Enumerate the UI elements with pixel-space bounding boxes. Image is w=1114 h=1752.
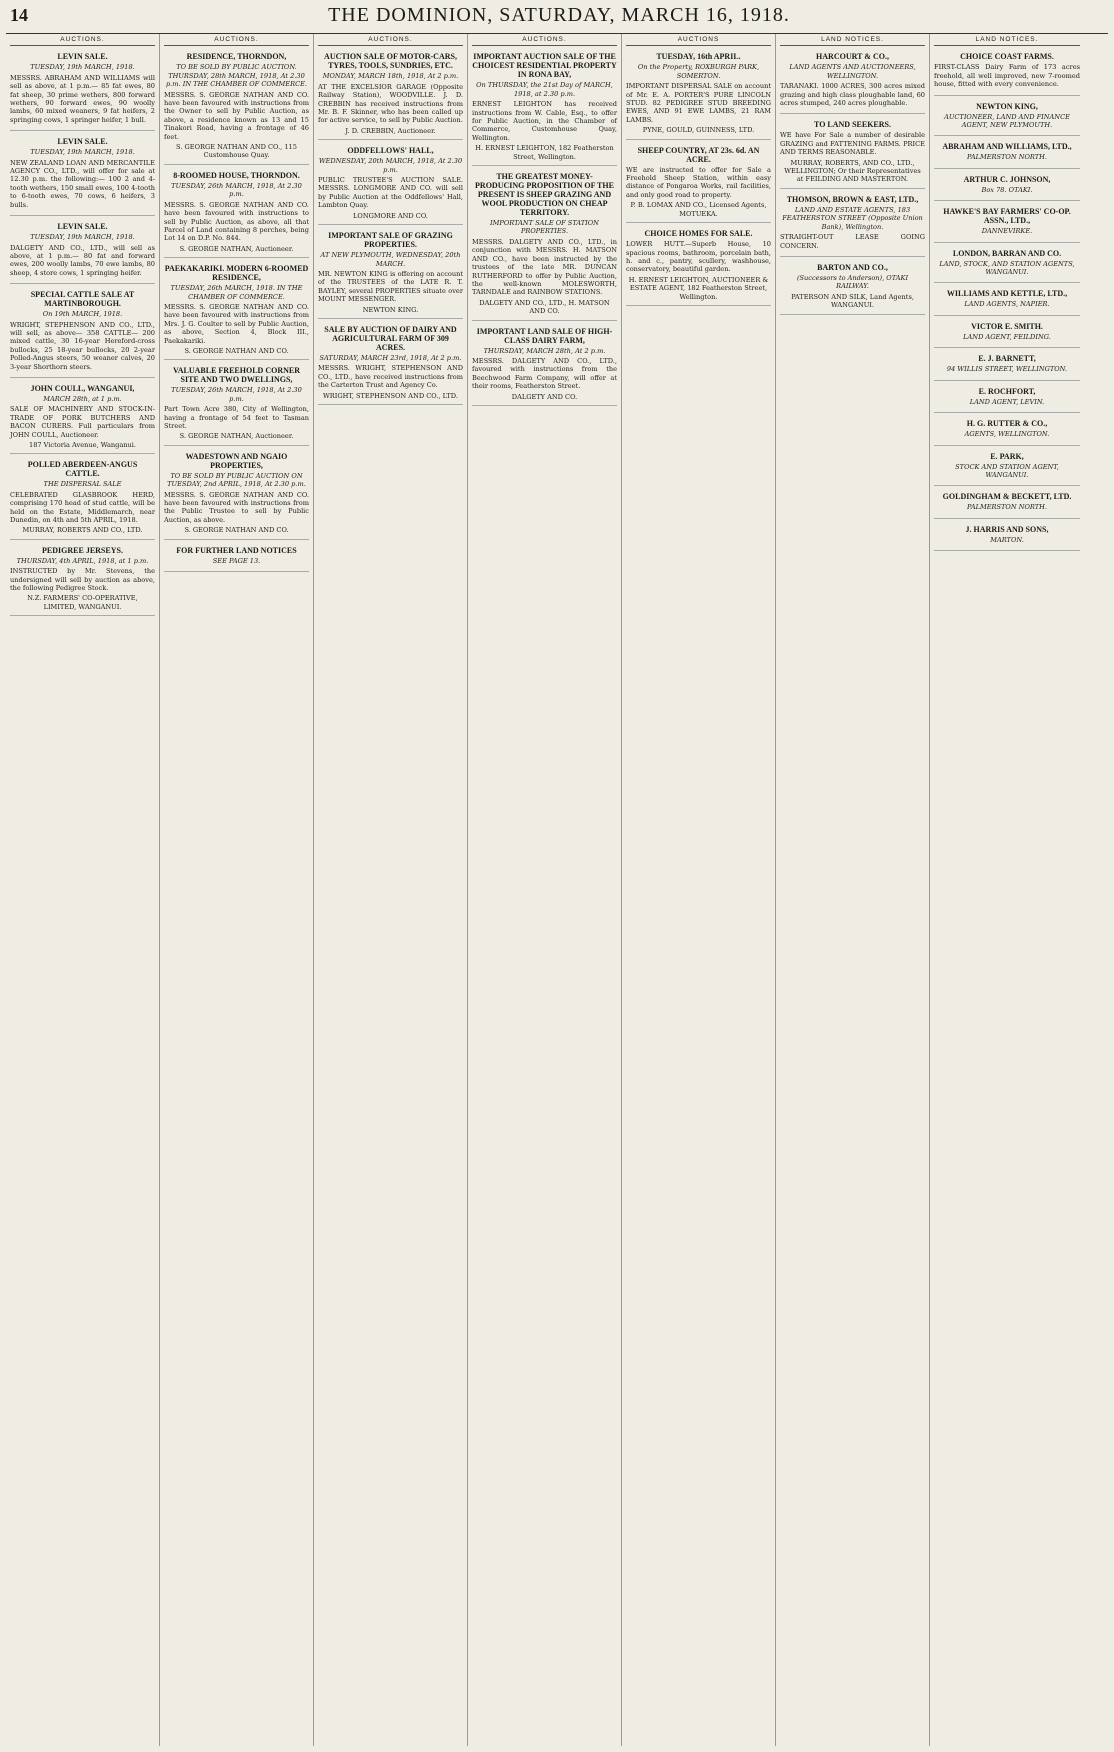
- advertisement: [10, 381, 155, 454]
- ad-body: TARANAKI. 1000 ACRES, 300 acres mixed grazing and high class ploughable land, 60 acres stumped, 240 acres ploughable.: [780, 82, 925, 108]
- ad-heading: JOHN COULL, WANGANUI,: [30, 383, 135, 393]
- ad-signature: DALGETY AND CO.: [511, 392, 578, 401]
- ad-heading: SHEEP COUNTRY, AT 23s. 6d. AN ACRE.: [637, 145, 760, 164]
- ad-subheading: AGENTS, WELLINGTON.: [964, 430, 1050, 439]
- advertisement: [934, 489, 1080, 518]
- ad-subheading: LAND AGENTS AND AUCTIONEERS, WELLINGTON.: [789, 63, 916, 80]
- advertisement: [934, 449, 1080, 487]
- page-title: THE DOMINION, SATURDAY, MARCH 16, 1918.: [328, 4, 790, 26]
- advertisement: [934, 49, 1080, 95]
- advertisement: [10, 457, 155, 539]
- column-header: AUCTIONS.: [318, 36, 463, 46]
- ad-heading: J. HARRIS AND SONS,: [965, 524, 1049, 534]
- advertisement: [318, 322, 463, 405]
- ad-subheading: LAND AGENT, FEILDING.: [963, 332, 1051, 341]
- columns: [6, 34, 1108, 1746]
- advertisement: [626, 143, 771, 223]
- column-1: [6, 34, 160, 1746]
- ad-heading: LEVIN SALE.: [57, 222, 108, 232]
- page-number: 14: [10, 5, 28, 25]
- ad-signature: J. D. CREBBIN, Auctioneer.: [345, 126, 436, 135]
- ad-body: WRIGHT, STEPHENSON AND CO., LTD., will sell, as above— 358 CATTLE— 200 mixed cattle, 30 16-year Hereford-cross bullocks, 25 18-year bullocks, 20 2-year Polled-Angus steers, 50 weaner calves, 20 3-year Shorthorn steers.: [10, 320, 155, 371]
- ad-heading: GOLDINGHAM & BECKETT, LTD.: [942, 492, 1072, 502]
- ad-body: FIRST-CLASS Dairy Farm of 173 acres freehold, all well improved, new 7-roomed house, fitted with every convenience.: [934, 63, 1080, 89]
- advertisement: [934, 416, 1080, 445]
- ad-body: SALE OF MACHINERY AND STOCK-IN-TRADE OF PORK BUTCHERS AND BACON CURERS. Full particulars from JOHN COULL, Auctioneer.: [10, 405, 155, 439]
- ad-signature: S. GEORGE NATHAN, Auctioneer.: [179, 432, 294, 441]
- advertisement: [472, 324, 617, 406]
- ad-signature: PYNE, GOULD, GUINNESS, LTD.: [642, 126, 755, 135]
- ad-signature: H. ERNEST LEIGHTON, 182 Featherston Street, Wellington.: [475, 144, 614, 161]
- ad-body: IMPORTANT DISPERSAL SALE on account of Mr. E. A. PORTER'S PURE LINCOLN STUD. 82 PEDIGREE STUD BREEDING EWES, AND 91 EWE LAMBS, 21 RAM LAMBS.: [626, 82, 771, 124]
- ad-signature: MURRAY, ROBERTS AND CO., LTD.: [22, 526, 143, 535]
- ad-body: MESSRS. S. GEORGE NATHAN AND CO. have been favoured with instructions from Mrs. J. G. Coulter to sell by Public Auction, as above, Section 4, Block III., Paekakariki.: [164, 302, 309, 345]
- ad-subheading: (Successors to Anderson), OTAKI RAILWAY.: [796, 273, 909, 291]
- ad-signature: DALGETY AND CO., LTD., H. MATSON AND CO.: [479, 298, 610, 316]
- ad-heading: IMPORTANT LAND SALE OF HIGH-CLASS DAIRY FARM,: [476, 326, 613, 345]
- advertisement: [10, 219, 155, 284]
- ad-body: MESSRS. S. GEORGE NATHAN AND CO. have been favoured with instructions from the Owner to sell by Public Auction, as above, a residence known as 13 and 15 Tinakori Road, having a frontage of 46 feet.: [164, 90, 309, 141]
- ad-subheading: PALMERSTON NORTH.: [967, 503, 1047, 512]
- ad-signature: H. ERNEST LEIGHTON, AUCTIONEER & ESTATE AGENT, 182 Featherston Street, Wellington.: [628, 275, 769, 301]
- ad-body: MESSRS. WRIGHT, STEPHENSON AND CO., LTD., have received instructions from the Carterton Trust and Agency Co.: [318, 364, 463, 390]
- advertisement: [934, 99, 1080, 137]
- ad-heading: HARCOURT & CO.,: [816, 52, 889, 62]
- ad-signature: N.Z. FARMERS' CO-OPERATIVE, LIMITED, WANGANUI.: [27, 594, 138, 611]
- ad-subheading: On THURSDAY, the 21st Day of MARCH, 1918, at 2.30 p.m.: [476, 81, 613, 98]
- ad-heading: BARTON AND CO.,: [817, 262, 888, 272]
- ad-subheading: STOCK AND STATION AGENT, WANGANUI.: [955, 462, 1059, 479]
- ad-heading: WADESTOWN AND NGAIO PROPERTIES,: [185, 451, 288, 470]
- advertisement: [10, 287, 155, 378]
- advertisement: [934, 286, 1080, 315]
- ad-heading: H. G. RUTTER & CO.,: [966, 419, 1048, 429]
- ad-heading: E. PARK,: [990, 451, 1024, 461]
- ad-subheading: LAND AND ESTATE AGENTS, 183 FEATHERSTON STREET (Opposite Union Bank), Wellington.: [782, 205, 923, 231]
- advertisement: [472, 49, 617, 166]
- ad-heading: IMPORTANT SALE OF GRAZING PROPERTIES.: [328, 231, 453, 250]
- ad-heading: VICTOR E. SMITH.: [971, 321, 1043, 331]
- ad-heading: PAEKAKARIKI. MODERN 6-ROOMED RESIDENCE,: [164, 264, 309, 283]
- advertisement: [164, 543, 309, 572]
- advertisement: [164, 49, 309, 164]
- ad-signature: PATERSON AND SILK, Land Agents, WANGANUI.: [791, 292, 914, 310]
- ad-subheading: LAND AGENT, LEVIN.: [969, 397, 1045, 406]
- advertisement: [934, 246, 1080, 284]
- column-header: AUCTIONS.: [164, 36, 309, 46]
- ad-heading: VALUABLE FREEHOLD CORNER SITE AND TWO DWELLINGS,: [173, 366, 300, 385]
- ad-body: DALGETY AND CO., LTD., will sell as above, at 1 p.m.— 80 fat and forward ewes, 200 woolly lambs, 70 ewe lambs, 80 sheep, 4 store cows, 1 springing heifer.: [10, 243, 155, 277]
- advertisement: [10, 543, 155, 616]
- ad-heading: ODDFELLOWS' HALL,: [347, 146, 434, 156]
- column-6: [776, 34, 930, 1746]
- ad-subheading: SEE PAGE 13.: [212, 556, 261, 565]
- ad-subheading: TO BE SOLD BY PUBLIC AUCTION. THURSDAY, 28th MARCH, 1918, At 2.30 p.m. IN THE CHAMBER OF COMMERCE.: [165, 63, 308, 89]
- column-header: LAND NOTICES.: [934, 36, 1080, 46]
- ad-signature: S. GEORGE NATHAN AND CO.: [184, 526, 289, 535]
- ad-subheading: THURSDAY, MARCH 28th, At 2 p.m.: [483, 346, 606, 355]
- advertisement: [780, 49, 925, 114]
- ad-body: MESSRS. DALGETY AND CO., LTD., in conjunction with MESSRS. H. MATSON AND CO., have been instructed by the trustees of the late MR. DUNCAN RUTHERFORD to offer by Public Auction, the well-known MOLESWORTH, TARNDALE and RAINBOW STATIONS.: [472, 237, 617, 297]
- ad-subheading: TUESDAY, 19th MARCH, 1918.: [30, 233, 135, 242]
- advertisement: [780, 260, 925, 315]
- ad-body: LOWER HUTT.—Superb House, 10 spacious rooms, bathroom, porcelain bath, h. and c., pantry, scullery, washhouse, conservatory, beautiful garden.: [626, 240, 771, 274]
- advertisement: [318, 143, 463, 225]
- ad-subheading: On 19th MARCH, 1918.: [42, 310, 123, 319]
- advertisement: [934, 139, 1080, 168]
- advertisement: [472, 169, 617, 320]
- ad-subheading: AT NEW PLYMOUTH, WEDNESDAY, 20th MARCH.: [320, 251, 461, 268]
- ad-signature: S. GEORGE NATHAN AND CO., 115 Customhouse Quay.: [176, 143, 297, 160]
- ad-subheading: THURSDAY, 4th APRIL, 1918, at 1 p.m.: [16, 556, 149, 565]
- ad-body: WE are instructed to offer for Sale a Freehold Sheep Station, within easy distance of Pongaroa Works, rail facilities, and only good road to property.: [626, 165, 771, 199]
- column-header: AUCTIONS: [626, 36, 771, 46]
- advertisement: [934, 522, 1080, 551]
- column-4: [468, 34, 622, 1746]
- ad-heading: E. ROCHFORT,: [978, 386, 1036, 396]
- advertisement: [10, 134, 155, 216]
- ad-heading: TUESDAY, 16th APRIL.: [656, 52, 741, 62]
- ad-subheading: TUESDAY, 26th MARCH, 1918. IN THE CHAMBER OF COMMERCE.: [170, 284, 303, 301]
- advertisement: [164, 168, 309, 258]
- advertisement: [934, 172, 1080, 201]
- ad-body: INSTRUCTED by Mr. Stevens, the undersigned will sell by auction as above, the following Pedigree Stock.: [10, 567, 155, 593]
- advertisement: [934, 351, 1080, 380]
- column-5: [622, 34, 776, 1746]
- ad-heading: SALE BY AUCTION OF DAIRY AND AGRICULTURAL FARM OF 309 ACRES.: [324, 324, 457, 352]
- ad-signature: LONGMORE AND CO.: [353, 211, 428, 220]
- ad-heading: IMPORTANT AUCTION SALE OF THE CHOICEST RESIDENTIAL PROPERTY IN RONA BAY,: [472, 52, 617, 80]
- ad-body: MESSRS. S. GEORGE NATHAN AND CO. have been favoured with instructions from the Public Trustee to sell by Public Auction, as above.: [164, 490, 309, 524]
- ad-body: NEW ZEALAND LOAN AND MERCANTILE AGENCY CO., LTD., will offer for sale at 12.30 p.m. the following:— 100 2 and 4-tooth wethers, 150 small ewes, 100 4-tooth to 6-tooth ewes, 70 cows, 6 heifers, 3 bulls.: [10, 158, 155, 209]
- advertisement: [934, 319, 1080, 348]
- advertisement: [934, 204, 1080, 242]
- ad-subheading: On the Property, ROXBURGH PARK, SOMERTON.: [637, 63, 760, 80]
- ad-heading: NEWTON KING,: [976, 101, 1038, 111]
- advertisement: [780, 192, 925, 257]
- ad-subheading: LAND, STOCK, AND STATION AGENTS, WANGANUI.: [939, 259, 1075, 277]
- advertisement: [10, 49, 155, 131]
- column-2: [160, 34, 314, 1746]
- ad-body: CELEBRATED GLASBROOK HERD, comprising 170 head of stud cattle, will be held on the Estate, Middlemarch, near Dunedin, on 4th and 5th APRIL, 1918.: [10, 490, 155, 525]
- ad-signature: P. B. LOMAX AND CO., Licensed Agents, MOTUEKA.: [630, 201, 767, 218]
- ad-heading: E. J. BARNETT,: [978, 354, 1036, 364]
- ad-heading: PEDIGREE JERSEYS.: [42, 545, 123, 555]
- ad-body: ERNEST LEIGHTON has received instructions from W. Cable, Esq., to offer for Public Auction, in the Chamber of Commerce, Customhouse Quay, Wellington.: [472, 100, 617, 142]
- ad-signature: WRIGHT, STEPHENSON AND CO., LTD.: [323, 391, 458, 400]
- advertisement: [318, 49, 463, 140]
- ad-subheading: TUESDAY, 26th MARCH, 1918, At 2.30 p.m.: [171, 181, 302, 199]
- ad-subheading: Box 78. OTAKI.: [981, 185, 1033, 194]
- ad-subheading: IMPORTANT SALE OF STATION PROPERTIES.: [490, 219, 599, 236]
- ad-body: STRAIGHT-OUT LEASE GOING CONCERN.: [780, 233, 925, 250]
- column-header: AUCTIONS.: [10, 36, 155, 46]
- ad-heading: TO LAND SEEKERS.: [814, 120, 891, 130]
- ad-heading: LEVIN SALE.: [57, 137, 108, 147]
- ad-subheading: WEDNESDAY, 20th MARCH, 1918, At 2.30 p.m.: [318, 157, 463, 174]
- advertisement: [164, 449, 309, 540]
- ad-body: PUBLIC TRUSTEE'S AUCTION SALE. MESSRS. LONGMORE AND CO. will sell by Public Auction at the Oddfellows' Hall, Lambton Quay.: [318, 176, 463, 210]
- ad-heading: ABRAHAM AND WILLIAMS, LTD.,: [942, 142, 1072, 152]
- ad-heading: 8-ROOMED HOUSE, THORNDON.: [173, 170, 300, 180]
- ad-heading: CHOICE COAST FARMS.: [960, 52, 1054, 62]
- ad-subheading: TUESDAY, 26th MARCH, 1918, At 2.30 p.m.: [171, 386, 302, 403]
- ad-heading: WILLIAMS AND KETTLE, LTD.,: [946, 289, 1068, 299]
- masthead: [6, 4, 1108, 34]
- ad-subheading: TUESDAY, 19th MARCH, 1918.: [30, 148, 135, 157]
- ad-heading: FOR FURTHER LAND NOTICES: [176, 545, 297, 555]
- ad-heading: HAWKE'S BAY FARMERS' CO-OP. ASSN., LTD.,: [943, 207, 1071, 226]
- ad-heading: RESIDENCE, THORNDON,: [186, 52, 287, 62]
- ad-signature: S. GEORGE NATHAN AND CO.: [184, 346, 289, 355]
- advertisement: [780, 117, 925, 188]
- ad-heading: LONDON, BARRAN AND CO.: [952, 248, 1062, 258]
- ad-signature: MURRAY, ROBERTS, AND CO., LTD., WELLINGTON; Or their Representatives at FEILDING AND MASTERTON.: [784, 158, 921, 184]
- ad-heading: AUCTION SALE OF MOTOR-CARS, TYRES, TOOLS, SUNDRIES, ETC.: [324, 52, 457, 71]
- ad-heading: SPECIAL CATTLE SALE AT MARTINBOROUGH.: [30, 290, 135, 309]
- advertisement: [626, 49, 771, 139]
- ad-body: MESSRS. DALGETY AND CO., LTD., favoured with instructions from the Beechwood Farm Company, will offer at their rooms, Featherston Street.: [472, 356, 617, 391]
- ad-signature: 187 Victoria Avenue, Wanganui.: [29, 441, 136, 449]
- ad-subheading: TUESDAY, 19th MARCH, 1918.: [30, 63, 135, 72]
- ad-subheading: 94 WILLIS STREET, WELLINGTON.: [946, 365, 1068, 374]
- ad-signature: NEWTON KING.: [362, 305, 419, 314]
- ad-body: MR. NEWTON KING is offering on account of the TRUSTEES of the LATE R. T. BAYLEY, several PROPERTIES situate over MOUNT MESSENGER.: [318, 269, 463, 304]
- ad-signature: S. GEORGE NATHAN, Auctioneer.: [179, 244, 294, 253]
- ad-subheading: DANNEVIRKE.: [981, 227, 1033, 236]
- ad-body: Part Town Acre 380, City of Wellington, having a frontage of 54 feet to Tasman Street.: [164, 405, 309, 430]
- ad-subheading: AUCTIONEER, LAND AND FINANCE AGENT, NEW PLYMOUTH.: [944, 112, 1070, 130]
- advertisement: [626, 226, 771, 306]
- ad-heading: LEVIN SALE.: [57, 52, 108, 62]
- advertisement: [164, 363, 309, 445]
- ad-body: MESSRS. ABRAHAM AND WILLIAMS will sell as above, at 1 p.m.— 85 fat ewes, 80 fat sheep, 30 prime wethers, 800 forward wethers, 90 forward ewes, 90 woolly lambs, 60 mixed weaners, 9 fat heifers, 2 springing cows, 1 springer heifer, 1 bull.: [10, 73, 155, 124]
- ad-subheading: MONDAY, MARCH 18th, 1918, At 2 p.m.: [322, 72, 459, 81]
- column-header: AUCTIONS.: [472, 36, 617, 46]
- ad-subheading: LAND AGENTS, NAPIER.: [964, 300, 1050, 309]
- ad-heading: ARTHUR C. JOHNSON,: [963, 174, 1051, 184]
- ad-subheading: TO BE SOLD BY PUBLIC AUCTION ON TUESDAY, 2nd APRIL, 1918, At 2.30 p.m.: [167, 471, 306, 489]
- ad-subheading: MARTON.: [990, 535, 1024, 544]
- column-header: LAND NOTICES.: [780, 36, 925, 46]
- ad-body: AT THE EXCELSIOR GARAGE (Opposite Railway Station), WOODVILLE. J. D. CREBBIN has received instructions from Mr. B. F. Skinner, who has been called up for active service, to sell by Public Auction.: [318, 82, 463, 125]
- ad-subheading: PALMERSTON NORTH.: [967, 153, 1047, 162]
- advertisement: [934, 384, 1080, 413]
- ad-subheading: SATURDAY, MARCH 23rd, 1918, At 2 p.m.: [319, 353, 462, 362]
- ad-heading: THOMSON, BROWN & EAST, LTD.,: [786, 194, 919, 204]
- ad-subheading: THE DISPERSAL SALE: [43, 480, 122, 489]
- advertisement: [164, 261, 309, 360]
- advertisement: [318, 228, 463, 319]
- ad-subheading: MARCH 28th, at 1 p.m.: [43, 394, 122, 403]
- ad-heading: THE GREATEST MONEY-PRODUCING PROPOSITION OF THE PRESENT IS SHEEP GRAZING AND WOOL PRODUCTION ON CHEAP TERRITORY.: [475, 172, 614, 218]
- ad-heading: POLLED ABERDEEN-ANGUS CATTLE.: [27, 460, 138, 479]
- column-3: [314, 34, 468, 1746]
- ad-body: MESSRS. S. GEORGE NATHAN AND CO. have been favoured with instructions to sell by Public Auction, as above, all that Parcel of Land containing 8 perches, being Lot 14 on D.P. No. 844.: [164, 200, 309, 243]
- column-7: [930, 34, 1084, 1746]
- ad-heading: CHOICE HOMES FOR SALE.: [644, 229, 753, 239]
- ad-body: WE have For Sale a number of desirable GRAZING and FATTENING FARMS. PRICE AND TERMS REASONABLE.: [780, 131, 925, 157]
